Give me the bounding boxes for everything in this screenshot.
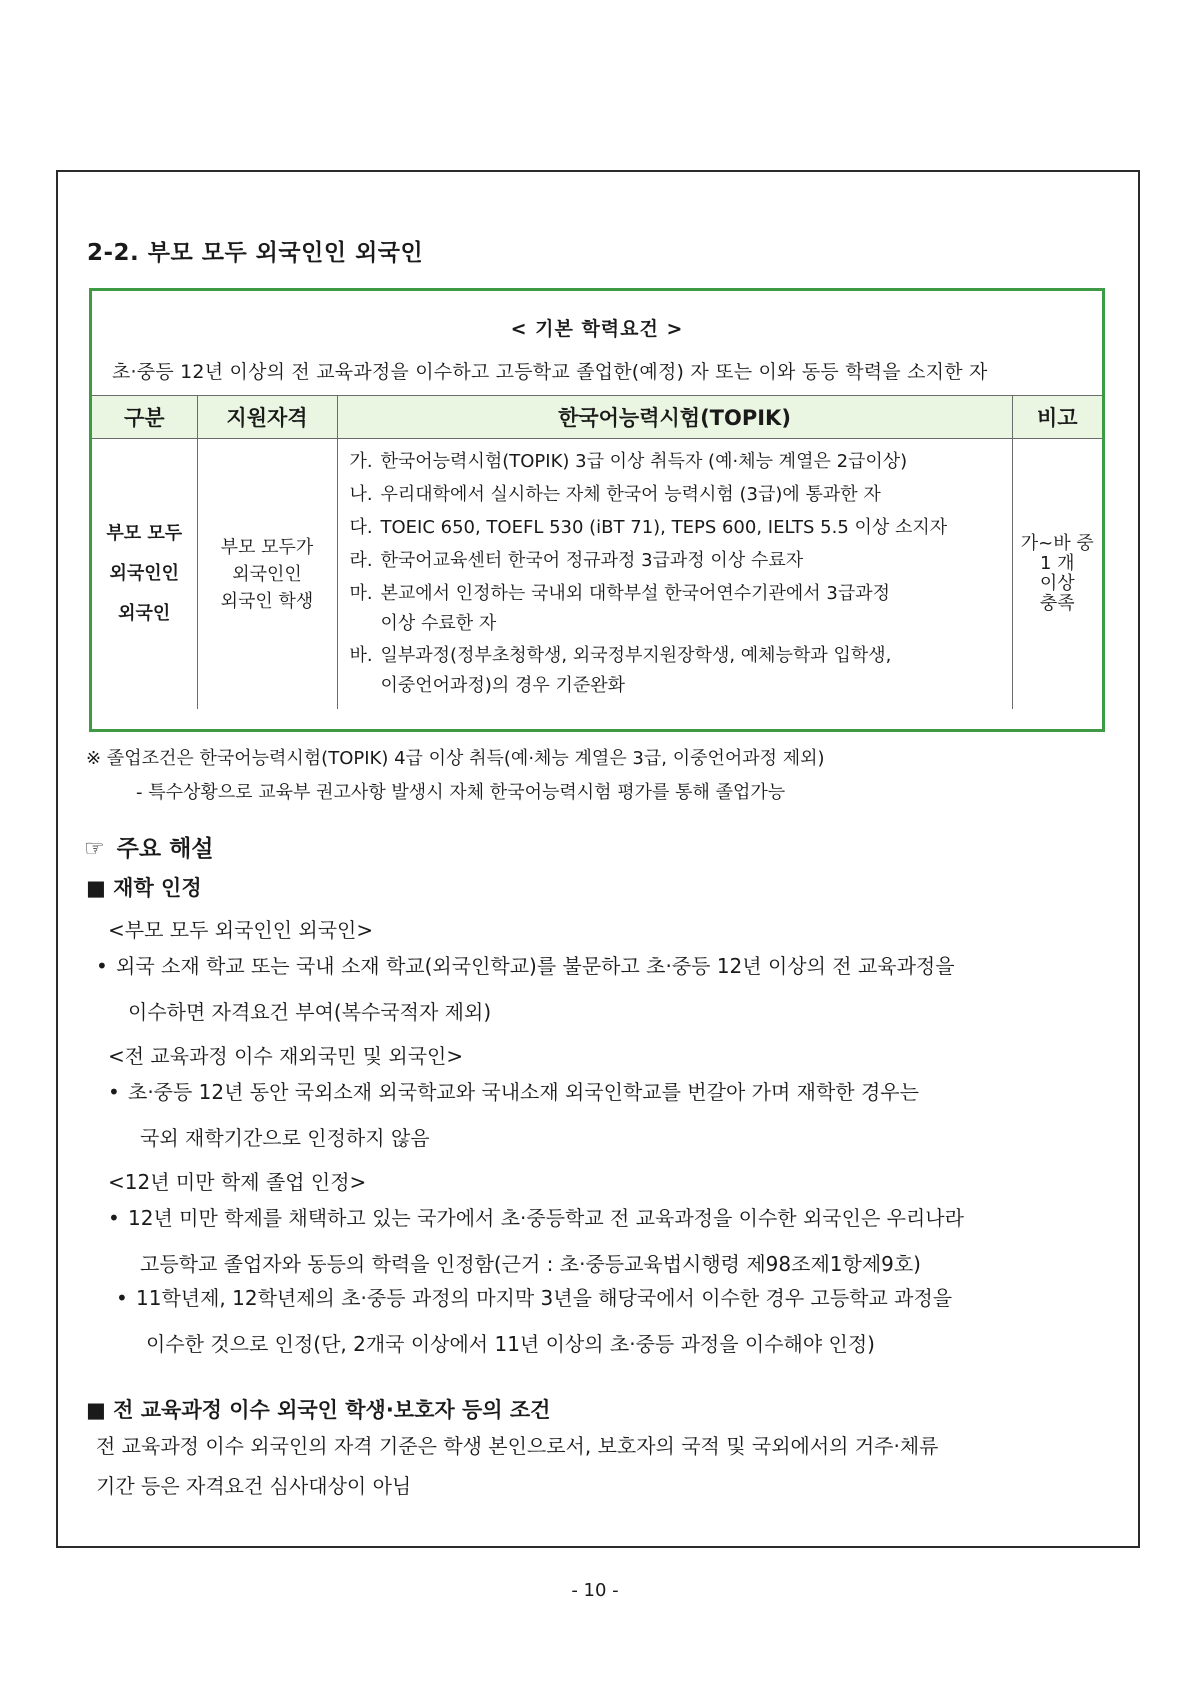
content-frame: [56, 170, 1140, 1548]
table-header-row: [92, 396, 1102, 439]
condition-text: 본교에서 인정하는 국내외 대학부설 한국어연수기관에서 3급과정: [380, 583, 891, 604]
conditions-heading: [86, 1394, 550, 1424]
remarks-cell: [1012, 439, 1102, 710]
condition-item: [350, 478, 1006, 511]
condition-item: [350, 544, 1006, 577]
requirements-box: [89, 288, 1105, 732]
topik-conditions-cell: [337, 439, 1012, 710]
square-bullet-icon: ■: [86, 1398, 106, 1422]
condition-mark: 가.: [349, 451, 373, 472]
enrollment-heading-text: 재학 인정: [113, 876, 202, 900]
bullet-continuation: 국외 재학기간으로 인정하지 않음: [140, 1126, 430, 1150]
condition-text: 한국어교육센터 한국어 정규과정 3급과정 이상 수료자: [380, 550, 804, 571]
target-cell: [92, 439, 197, 710]
bullet-continuation: 이수하면 자격요건 부여(복수국적자 제외): [128, 1000, 492, 1024]
bullet-dot-icon: •: [96, 954, 108, 978]
bullet-text: 11학년제, 12학년제의 초·중등 과정의 마지막 3년을 해당국에서 이수한 경우 고등학교 과정을: [136, 1286, 953, 1310]
list-item: [108, 1072, 919, 1112]
qualification-line: 외국인인: [232, 563, 302, 585]
condition-item: [350, 579, 1006, 639]
section-title: 2-2. 부모 모두 외국인인 외국인: [87, 240, 424, 266]
condition-mark: 라.: [349, 550, 373, 571]
bullet-dot-icon: •: [108, 1206, 120, 1230]
bullet-text: 초·중등 12년 동안 국외소재 외국학교와 국내소재 외국인학교를 번갈아 가며 재학한 경우는: [128, 1080, 919, 1104]
conditions-text-line: 전 교육과정 이수 외국인의 자격 기준은 학생 본인으로서, 보호자의 국적 및 국외에서의 거주·체류: [96, 1434, 939, 1458]
graduation-note: ※ 졸업조건은 한국어능력시험(TOPIK) 4급 이상 취득(예·체능 계열은 3급, 이중언어과정 제외): [86, 748, 825, 769]
basic-requirement-title: < 기본 학력요건 >: [510, 318, 684, 340]
bullet-text: 12년 미만 학제를 채택하고 있는 국가에서 초·중등학교 전 교육과정을 이수한 외국인은 우리나라: [128, 1206, 964, 1230]
conditions-heading-text: 전 교육과정 이수 외국인 학생·보호자 등의 조건: [113, 1398, 551, 1422]
condition-text: TOEIC 650, TOEFL 530 (iBT 71), TEPS 600, IELTS 5.5 이상 소지자: [380, 517, 948, 538]
qualification-cell: [197, 439, 337, 710]
special-note: - 특수상황으로 교육부 권고사항 발생시 자체 한국어능력시험 평가를 통해 졸업가능: [136, 782, 786, 803]
remarks-line: 1 개: [1039, 553, 1075, 574]
target-line: 외국인인: [109, 563, 180, 584]
condition-item: [350, 511, 1006, 544]
target-line: 부모 모두: [106, 523, 183, 544]
condition-text: 이상 수료한 자: [380, 613, 497, 634]
condition-item: [350, 445, 1006, 478]
commentary-title: 주요 해설: [116, 836, 214, 862]
condition-mark: 나.: [349, 484, 373, 505]
square-bullet-icon: ■: [86, 876, 106, 900]
condition-mark: 바.: [349, 645, 373, 666]
header-category: 구분: [92, 396, 197, 439]
list-item: [96, 946, 955, 986]
page-number: - 10 -: [571, 1580, 619, 1601]
header-qualification: 지원자격: [197, 396, 337, 439]
condition-text: 일부과정(정부초청학생, 외국정부지원장학생, 예체능학과 입학생,: [380, 645, 892, 666]
basic-requirement-text: 초·중등 12년 이상의 전 교육과정을 이수하고 고등학교 졸업한(예정) 자 또는 이와 동등 학력을 소지한 자: [112, 361, 988, 383]
enrollment-heading: [86, 872, 202, 902]
condition-text: 우리대학에서 실시하는 자체 한국어 능력시험 (3급)에 통과한 자: [380, 484, 881, 505]
target-line: 외국인: [118, 603, 171, 624]
header-remarks: 비고: [1012, 396, 1102, 439]
condition-mark: 마.: [349, 583, 373, 604]
list-item: [116, 1278, 952, 1318]
list-item: [108, 1198, 964, 1238]
subheading-foreign-parents: <부모 모두 외국인인 외국인>: [108, 918, 374, 942]
requirements-table: [92, 395, 1102, 709]
remarks-line: 이상: [1039, 573, 1075, 594]
condition-mark: 다.: [349, 517, 373, 538]
subheading-under-12: <12년 미만 학제 졸업 인정>: [108, 1170, 367, 1194]
bullet-continuation: 고등학교 졸업자와 동등의 학력을 인정함(근거 : 초·중등교육법시행령 제98조제1항제9호): [140, 1252, 921, 1276]
remarks-line: 가~바 중: [1020, 533, 1094, 554]
qualification-line: 부모 모두가: [220, 536, 314, 558]
header-topik: 한국어능력시험(TOPIK): [337, 396, 1012, 439]
bullet-continuation: 이수한 것으로 인정(단, 2개국 이상에서 11년 이상의 초·중등 과정을 이수해야 인정): [146, 1332, 875, 1356]
qualification-line: 외국인 학생: [220, 590, 314, 612]
bullet-dot-icon: •: [116, 1286, 128, 1310]
bullet-text: 외국 소재 학교 또는 국내 소재 학교(외국인학교)를 불문하고 초·중등 12년 이상의 전 교육과정을: [116, 954, 955, 978]
conditions-text-line: 기간 등은 자격요건 심사대상이 아님: [96, 1474, 412, 1498]
condition-text: 이중언어과정)의 경우 기준완화: [380, 675, 626, 696]
pointing-hand-icon: ☞: [84, 836, 105, 862]
condition-text: 한국어능력시험(TOPIK) 3급 이상 취득자 (예·체능 계열은 2급이상): [380, 451, 908, 472]
commentary-heading: [84, 830, 214, 863]
condition-item: [350, 641, 1006, 701]
remarks-line: 충족: [1039, 593, 1075, 614]
table-row: [92, 439, 1102, 710]
bullet-dot-icon: •: [108, 1080, 120, 1104]
subheading-full-curriculum: <전 교육과정 이수 재외국민 및 외국인>: [108, 1044, 464, 1068]
